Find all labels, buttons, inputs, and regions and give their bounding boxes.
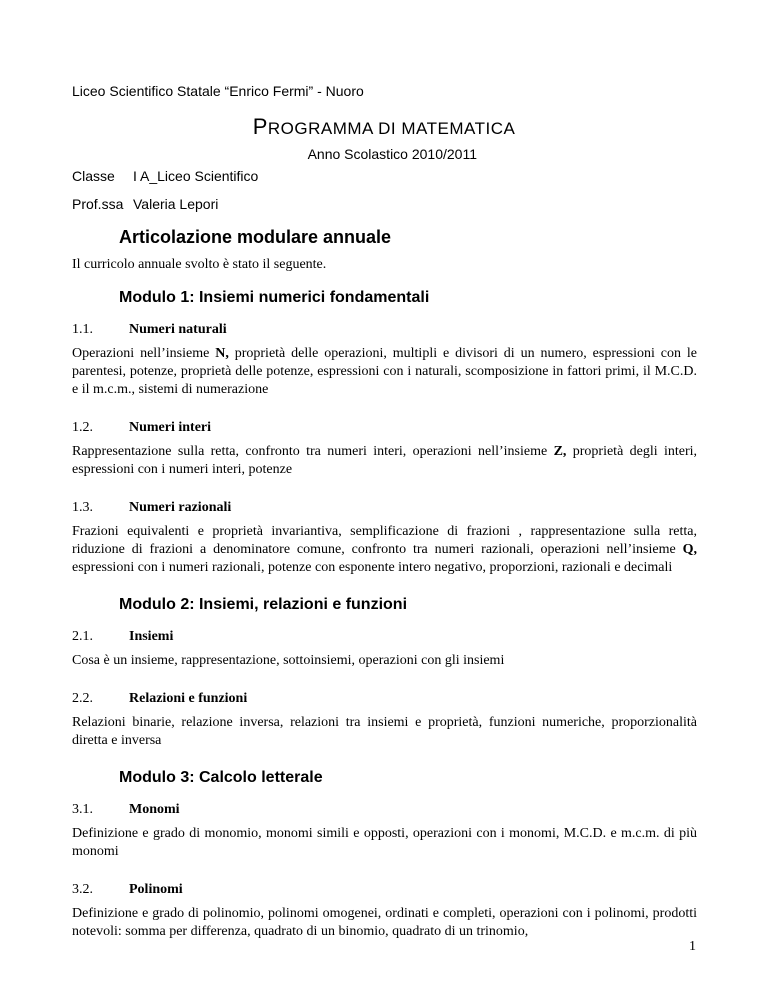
module-heading: Modulo 2: Insiemi, relazioni e funzioni bbox=[119, 596, 408, 613]
info-row-teacher bbox=[72, 196, 218, 212]
module-heading: Modulo 3: Calcolo letterale bbox=[119, 769, 323, 786]
topic-description: Relazioni binarie, relazione inversa, relazioni tra insiemi e proprietà, funzioni numeriche, proporzionalità diretta e inversa bbox=[72, 715, 697, 748]
topic-number: 3.2. bbox=[72, 882, 93, 897]
module-heading: Modulo 1: Insiemi numerici fondamentali bbox=[119, 289, 430, 306]
topic-title: Polinomi bbox=[129, 882, 183, 897]
info-key: Prof.ssa bbox=[72, 196, 124, 212]
title-rest: ROGRAMMA DI MATEMATICA bbox=[267, 119, 516, 138]
topic-title: Relazioni e funzioni bbox=[129, 691, 248, 706]
info-key: Classe bbox=[72, 168, 115, 184]
topic-title: Numeri razionali bbox=[129, 500, 232, 515]
topic-title: Numeri naturali bbox=[129, 322, 227, 337]
topic-description: Operazioni nell’insieme N, proprietà delle operazioni, multipli e divisori di un numero, espressioni con le parentesi, potenze, proprietà delle potenze, espressioni con i naturali, scomposizione in fattori primi, il M.C.D. e il m.c.m., sistemi di numerazione bbox=[72, 346, 697, 397]
topic-number: 1.3. bbox=[72, 500, 93, 515]
info-value: I A_Liceo Scientifico bbox=[133, 168, 259, 184]
topic-heading bbox=[72, 801, 697, 819]
topic-number: 1.2. bbox=[72, 420, 93, 435]
topic-description: Definizione e grado di polinomio, polinomi omogenei, ordinati e completi, operazioni con i polinomi, prodotti notevoli: somma per differenza, quadrato di un binomio, quadrato di un trinomio, bbox=[72, 906, 697, 939]
topic-description: Definizione e grado di monomio, monomi simili e opposti, operazioni con i monomi, M.C.D. e m.c.m. di più monomi bbox=[72, 826, 697, 859]
document-title bbox=[0, 114, 768, 140]
document-body bbox=[72, 226, 697, 941]
topic-heading bbox=[72, 499, 697, 517]
school-year: Anno Scolastico 2010/2011 bbox=[307, 146, 477, 162]
topic-heading bbox=[72, 321, 697, 339]
topic-number: 1.1. bbox=[72, 322, 93, 337]
topic-heading bbox=[72, 690, 697, 708]
title-initial: P bbox=[252, 114, 268, 139]
topic-number: 2.2. bbox=[72, 691, 93, 706]
page-number: 1 bbox=[689, 939, 696, 954]
topic-heading bbox=[72, 628, 697, 646]
topic-heading bbox=[72, 419, 697, 437]
topic-heading bbox=[72, 881, 697, 899]
section-heading: Articolazione modulare annuale bbox=[119, 227, 392, 247]
topic-description: Rappresentazione sulla retta, confronto tra numeri interi, operazioni nell’insieme Z, proprietà degli interi, espressioni con i numeri interi, potenze bbox=[72, 444, 697, 477]
school-header: Liceo Scientifico Statale “Enrico Fermi” - Nuoro bbox=[72, 83, 364, 99]
topic-description: Cosa è un insieme, rappresentazione, sottoinsiemi, operazioni con gli insiemi bbox=[72, 653, 505, 668]
intro-text: Il curricolo annuale svolto è stato il seguente. bbox=[72, 257, 327, 272]
topic-title: Insiemi bbox=[129, 629, 174, 644]
topic-title: Numeri interi bbox=[129, 420, 212, 435]
info-row-classe bbox=[72, 168, 258, 184]
topic-number: 2.1. bbox=[72, 629, 93, 644]
topic-description: Frazioni equivalenti e proprietà invariantiva, semplificazione di frazioni , rappresentazione sulla retta, riduzione di frazioni a denominatore comune, confronto tra numeri razionali, operazioni nell’insieme Q, espressioni con i numeri razionali, potenze con esponente intero negativo, proporzioni, razionali e decimali bbox=[72, 524, 697, 575]
info-value: Valeria Lepori bbox=[133, 196, 219, 212]
topic-title: Monomi bbox=[129, 802, 180, 817]
topic-number: 3.1. bbox=[72, 802, 93, 817]
